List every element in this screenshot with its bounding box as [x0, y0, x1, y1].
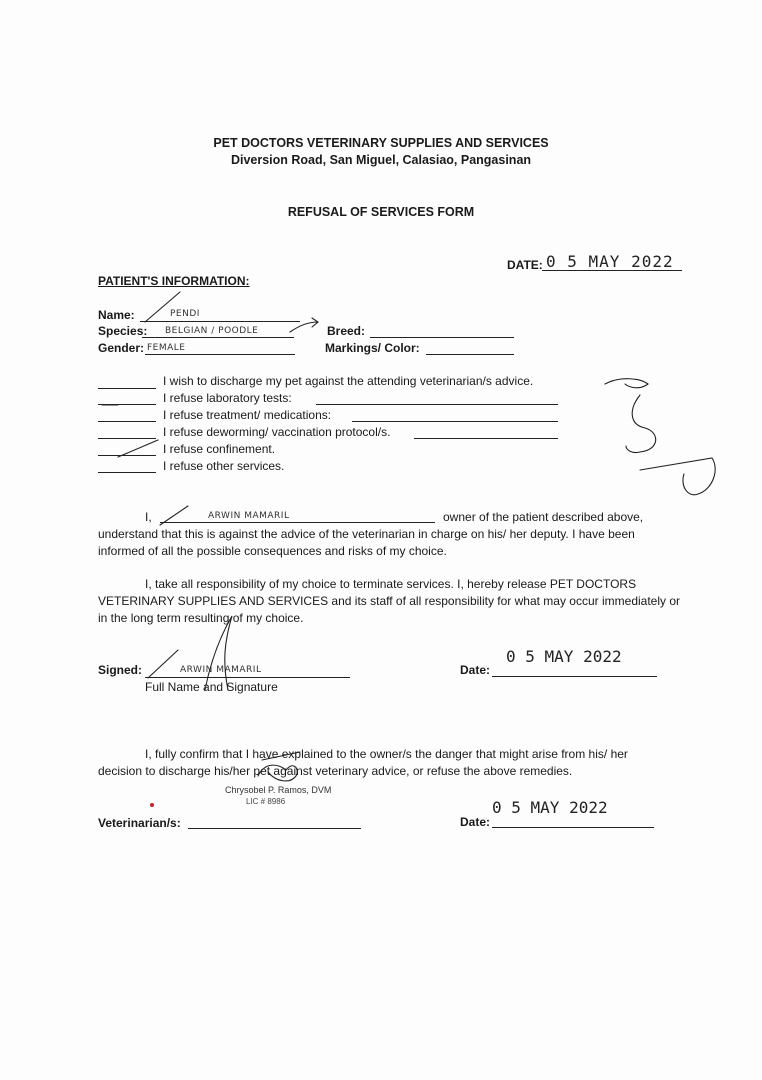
top-date-stamp: 0 5 MAY 2022 [546, 252, 674, 271]
vet-date-stamp: 0 5 MAY 2022 [492, 798, 608, 817]
signature-stroke [148, 650, 178, 678]
signed-caption: Full Name and Signature [145, 680, 278, 694]
check-slash-mark [118, 440, 158, 457]
option-other: I refuse other services. [163, 459, 285, 473]
signature-stroke [205, 616, 232, 690]
para1-prefix: I, [145, 510, 152, 524]
vet-stamp-license: LIC # 8986 [246, 797, 286, 806]
patient-section-title: PATIENT'S INFORMATION: [98, 274, 250, 288]
scribble-mark [605, 379, 648, 388]
para2-line2: VETERINARY SUPPLIES AND SERVICES and its staff of all responsibility for what may occur immediately or [98, 594, 681, 608]
scribble-mark [626, 395, 656, 453]
option-treatment: I refuse treatment/ medications: [163, 408, 332, 422]
option-deworming: I refuse deworming/ vaccination protocol/s. [163, 425, 391, 439]
top-date-label: DATE: [507, 258, 543, 272]
option-confinement: I refuse confinement. [163, 442, 276, 456]
gender-label: Gender: [98, 341, 145, 355]
clinic-name: PET DOCTORS VETERINARY SUPPLIES AND SERVICES [213, 136, 549, 150]
para1-text-a: owner of the patient described above, [443, 510, 644, 524]
owner-date-label: Date: [460, 663, 491, 677]
para3-line2: decision to discharge his/her pet against veterinary advice, or refuse the above remedies. [98, 764, 573, 778]
scribble-mark [640, 458, 715, 495]
species-label: Species: [98, 324, 148, 338]
form-title: REFUSAL OF SERVICES FORM [287, 205, 475, 219]
option-discharge: I wish to discharge my pet against the attending veterinarian/s advice. [163, 374, 534, 388]
para2-line3: in the long term resulting of my choice. [98, 611, 304, 625]
option-lab-tests: I refuse laboratory tests: [163, 391, 292, 405]
para2-line1: I, take all responsibility of my choice to terminate services. I, hereby release PET DOCTORS [145, 577, 637, 591]
signed-value: ARWIN MAMARIL [180, 665, 262, 675]
red-dot-mark [150, 803, 154, 807]
name-slash-mark [145, 292, 180, 322]
gender-value: FEMALE [147, 343, 186, 353]
owner-date-stamp: 0 5 MAY 2022 [506, 647, 622, 666]
name-label: Name: [98, 308, 135, 322]
vet-signature-stroke [258, 765, 297, 781]
signed-label: Signed: [98, 663, 142, 677]
para3-line1: I, fully confirm that I have explained to the owner/s the danger that might arise from his/ her [145, 747, 628, 761]
paragraph-slash-mark [160, 506, 188, 525]
para1-text-c: informed of all the possible consequences and risks of my choice. [98, 544, 447, 558]
para1-owner-name: ARWIN MAMARIL [208, 511, 290, 521]
breed-label: Breed: [327, 324, 366, 338]
name-value: PENDI [170, 309, 200, 319]
vet-signature-stroke [262, 752, 300, 760]
vet-label: Veterinarian/s: [98, 816, 181, 830]
markings-label: Markings/ Color: [325, 341, 420, 355]
vet-date-label: Date: [460, 815, 491, 829]
arrow-mark [290, 318, 318, 332]
vet-stamp-name: Chrysobel P. Ramos, DVM [225, 785, 332, 795]
para1-text-b: understand that this is against the advice of the veterinarian in charge on his/ her deputy. I have been [98, 527, 635, 541]
species-value: BELGIAN / POODLE [165, 326, 259, 336]
clinic-address: Diversion Road, San Miguel, Calasiao, Pangasinan [230, 153, 532, 167]
